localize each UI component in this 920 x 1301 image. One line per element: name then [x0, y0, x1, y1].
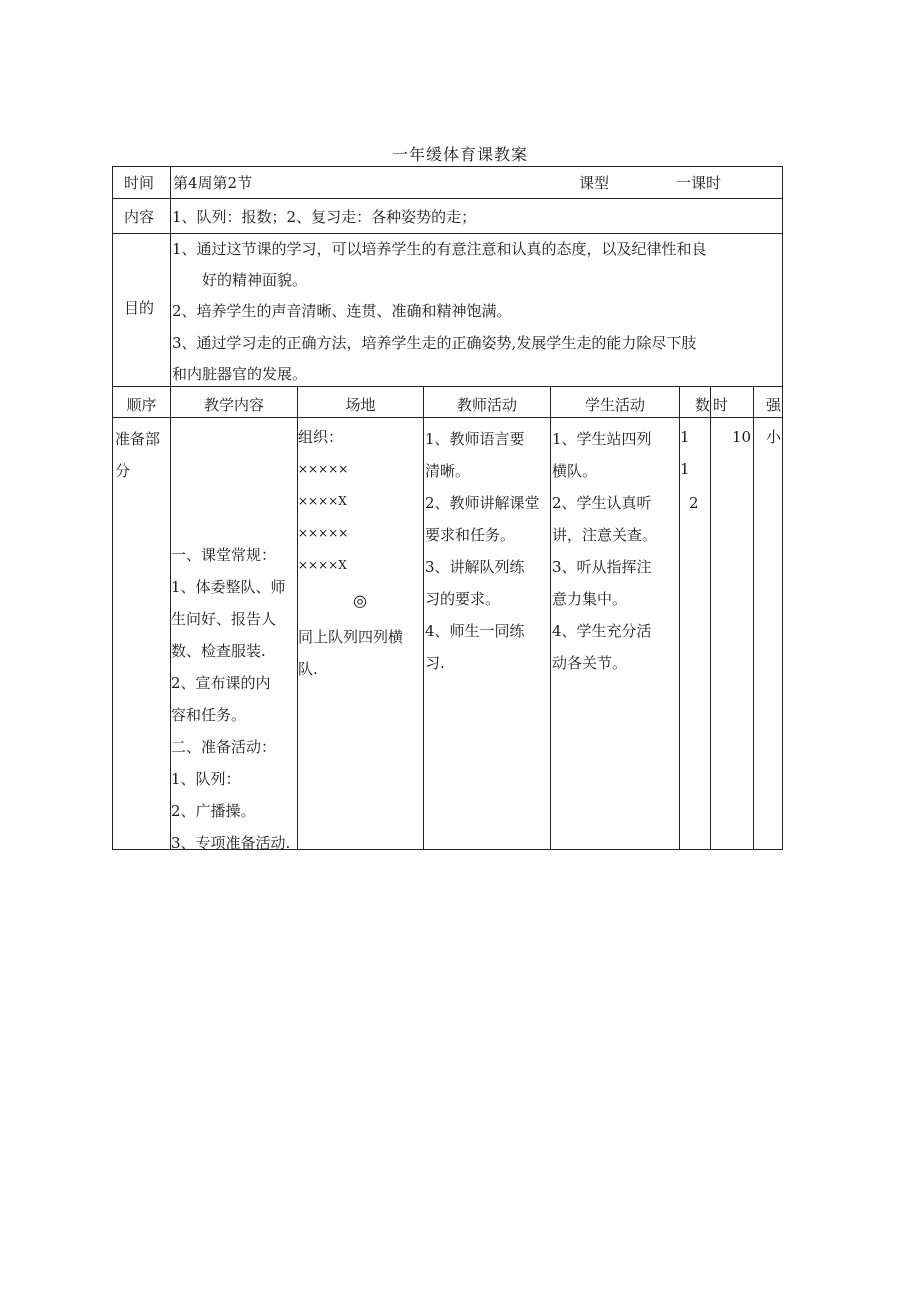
goal-line: 2、培养学生的声音清晰、连贯、准确和精神饱满。 [172, 302, 512, 320]
teacher-activity-line: 要求和任务。 [425, 526, 516, 544]
student-activity-line: 4、学生充分活 [552, 622, 652, 640]
content-line: 1、队列： [171, 770, 241, 788]
header-content: 教学内容 [203, 396, 264, 414]
content-line: 容和任务。 [171, 706, 247, 724]
student-activity-line: 意力集中。 [552, 590, 628, 608]
formation-row: ××××× [298, 462, 349, 476]
formation-row: ××××× [298, 526, 349, 540]
header-time: 时 [713, 396, 729, 414]
content-value: 1、队列：报数；2、复习走：各种姿势的走； [172, 208, 477, 226]
teacher-activity-line: 3、讲解队列练 [425, 558, 525, 576]
teacher-activity-line: 2、教师讲解课堂 [425, 494, 540, 512]
teacher-activity-line: 4、师生一同练 [425, 622, 525, 640]
row-divider [113, 233, 782, 234]
venue-label: 组织： [298, 428, 344, 446]
goal-line: 1、通过这节课的学习，可以培养学生的有意注意和认真的态度，以及纪律性和良 [172, 240, 707, 258]
section-name-line: 分 [115, 462, 131, 480]
teacher-activity-line: 习. [425, 654, 445, 672]
content-line: 二、准备活动： [171, 738, 277, 756]
teaching-content [171, 539, 290, 859]
venue-note-line: 同上队列四列横 [298, 628, 404, 646]
lesson-type-value: 一课时 [676, 174, 722, 192]
count-digit: 1 [680, 460, 690, 478]
header-venue: 场地 [345, 396, 376, 414]
column-divider [550, 386, 551, 849]
header-order: 顺序 [126, 396, 157, 414]
formation-row: ××××X [298, 494, 347, 508]
student-activity [552, 423, 657, 679]
time-value: 第4周第2节 [173, 174, 253, 192]
section-name [115, 423, 160, 487]
section-name-line: 准备部 [115, 430, 161, 448]
column-divider [710, 386, 711, 849]
goal-line: 3、通过学习走的正确方法，培养学生走的正确姿势,发展学生走的能力除尽下肢 [172, 334, 697, 352]
teacher-position-symbol: ◎ [353, 591, 367, 610]
content-line: 1、体委整队、师 [171, 578, 286, 596]
column-divider [753, 386, 754, 849]
lesson-plan-table [112, 166, 783, 850]
row-divider [113, 198, 782, 199]
content-line: 2、广播操。 [171, 802, 256, 820]
column-divider [423, 386, 424, 849]
time-label: 时间 [124, 174, 155, 192]
goal-line: 和内脏器官的发展。 [172, 365, 308, 383]
page-title: 一年缓体育课教案 [391, 145, 528, 164]
teacher-activity-line: 1、教师语言要 [425, 430, 525, 448]
student-activity-line: 1、学生站四列 [552, 430, 652, 448]
student-activity-line: 2、学生认真听 [552, 494, 652, 512]
count-digit: 1 [680, 428, 690, 446]
content-line: 生问好、报告人 [171, 610, 277, 628]
count-digit: 2 [689, 494, 699, 512]
column-divider [679, 386, 680, 849]
student-activity-line: 讲，注意关查。 [552, 526, 658, 544]
goal-line: 好的精神面貌。 [202, 271, 308, 289]
column-divider [297, 386, 298, 849]
student-activity-line: 3、听从指挥注 [552, 558, 652, 576]
content-label: 内容 [124, 208, 155, 226]
teacher-activity-line: 清晰。 [425, 462, 471, 480]
header-intensity: 强 [766, 396, 782, 414]
venue-note [298, 621, 403, 685]
student-activity-line: 动各关节。 [552, 654, 628, 672]
row-divider [113, 417, 782, 418]
lesson-type-label: 课型 [579, 174, 610, 192]
header-count: 数 [695, 396, 711, 414]
student-activity-line: 横队。 [552, 462, 598, 480]
intensity-value: 小 [766, 428, 782, 446]
teacher-activity [425, 423, 540, 679]
content-line: 2、宣布课的内 [171, 674, 271, 692]
row-divider [113, 386, 782, 387]
venue-note-line: 队. [298, 660, 318, 678]
teacher-activity-line: 习的要求。 [425, 590, 501, 608]
content-line: 数、检查服装. [171, 642, 266, 660]
formation-row: ××××X [298, 558, 347, 572]
content-line: 3、专项准备活动. [171, 834, 291, 852]
content-line: 一、课堂常规： [171, 546, 277, 564]
header-student-activity: 学生活动 [584, 396, 645, 414]
header-teacher-activity: 教师活动 [456, 396, 517, 414]
goal-label: 目的 [124, 299, 155, 317]
time-minutes: 10 [732, 428, 752, 446]
